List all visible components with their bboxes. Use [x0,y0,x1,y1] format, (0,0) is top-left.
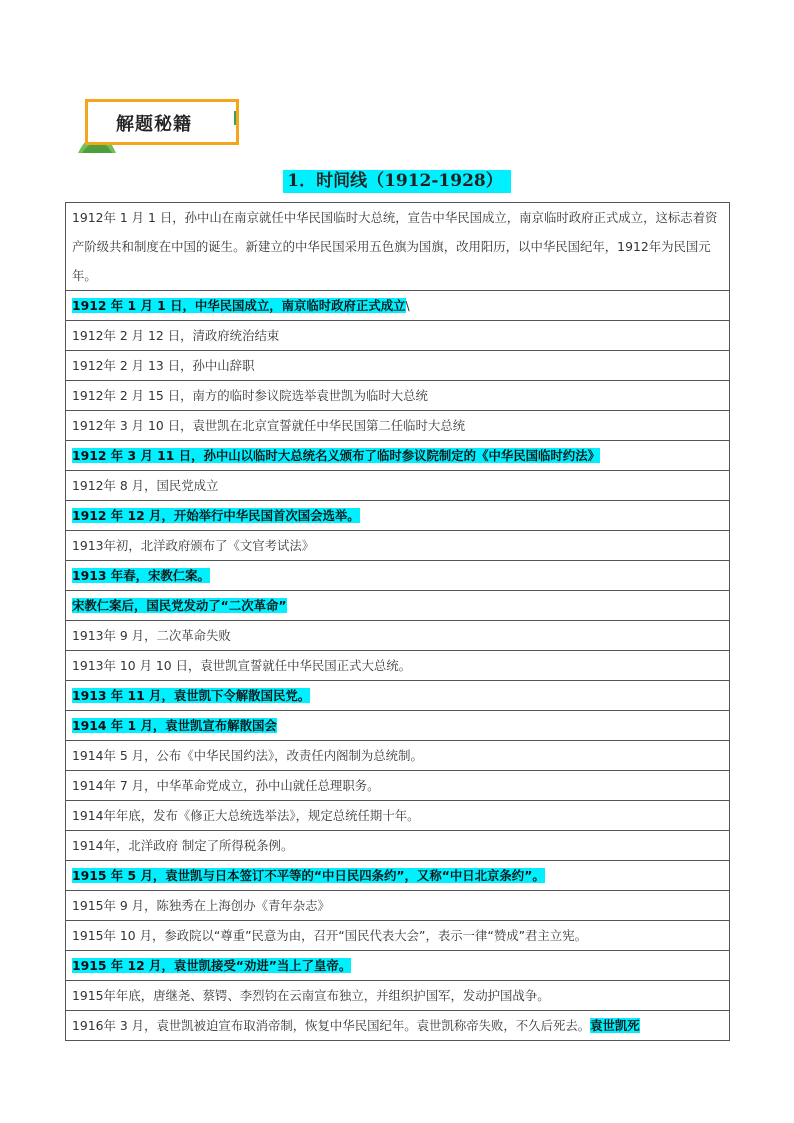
timeline-cell [66,651,730,681]
timeline-body [66,203,730,1041]
timeline-cell [66,711,730,741]
timeline-cell [66,621,730,651]
timeline-cell [66,321,730,351]
event-text: 1912年 1 月 1 日，孙中山在南京就任中华民国临时大总统，宣告中华民国成立，南京临时政府正式成立，这标志着资产阶级共和制度在中国的诞生。新建立的中华民国采用五色旗为国旗，改用阳历，以中华民国纪年，1912年为民国元年。 [72,210,718,283]
timeline-cell [66,741,730,771]
section-title: 1．时间线（1912-1928） [283,170,511,193]
event-text-highlighted: 1912 年 12 月，开始举行中华民国首次国会选举。 [72,508,360,523]
table-row [66,381,730,411]
table-row [66,471,730,501]
table-row [66,981,730,1011]
event-tail-highlighted: 袁世凯死 [590,1018,640,1033]
timeline-cell [66,951,730,981]
table-row [66,561,730,591]
timeline-cell [66,203,730,291]
event-text: 1915年 10 月，参政院以“尊重”民意为由，召开“国民代表大会”，表示一律“赞成”君主立宪。 [72,928,587,943]
event-text: 1913年 10 月 10 日，袁世凯宣誓就任中华民国正式大总统。 [72,658,412,673]
event-text: 1913年 9 月，二次革命失败 [72,628,231,643]
event-text: 1914年 5 月，公布《中华民国约法》，改责任内阁制为总统制。 [72,748,423,763]
table-row [66,531,730,561]
table-row [66,711,730,741]
table-row [66,951,730,981]
table-row [66,351,730,381]
timeline-cell [66,561,730,591]
table-row [66,621,730,651]
badge-title: 解题秘籍 [116,114,192,135]
timeline-cell [66,771,730,801]
timeline-cell [66,801,730,831]
event-text-highlighted: 1913 年春，宋教仁案。 [72,568,210,583]
event-text-highlighted: 宋教仁案后，国民党发动了“二次革命” [72,598,287,613]
event-text-highlighted: 1915 年 5 月，袁世凯与日本签订不平等的“中日民四条约”，又称“中日北京条约”。 [72,868,545,883]
event-text: 1912年 3 月 10 日，袁世凯在北京宣誓就任中华民国第二任临时大总统 [72,418,466,433]
table-row [66,1011,730,1041]
table-row [66,441,730,471]
timeline-cell [66,381,730,411]
timeline-cell [66,291,730,321]
timeline-table [65,202,730,1041]
timeline-cell [66,891,730,921]
timeline-cell [66,681,730,711]
event-text: 1915年年底，唐继尧、蔡锷、李烈钧在云南宣布独立，并组织护国军，发动护国战争。 [72,988,550,1003]
table-row [66,801,730,831]
event-text: 1912年 8 月，国民党成立 [72,478,219,493]
table-row [66,651,730,681]
timeline-cell [66,351,730,381]
event-text: 1914年，北洋政府 制定了所得税条例。 [72,838,294,853]
timeline-cell [66,531,730,561]
timeline-cell [66,831,730,861]
table-row [66,891,730,921]
timeline-cell [66,501,730,531]
event-text-highlighted: 1912 年 1 月 1 日，中华民国成立，南京临时政府正式成立 [72,298,406,313]
table-row [66,291,730,321]
event-text: 1914年年底，发布《修正大总统选举法》，规定总统任期十年。 [72,808,420,823]
event-text: 1912年 2 月 13 日，孙中山辞职 [72,358,255,373]
table-row [66,861,730,891]
event-text: 1915年 9 月，陈独秀在上海创办《青年杂志》 [72,898,330,913]
timeline-cell [66,1011,730,1041]
table-row [66,203,730,291]
event-text-highlighted: 1913 年 11 月，袁世凯下令解散国民党。 [72,688,311,703]
event-text-highlighted: 1914 年 1 月，袁世凯宣布解散国会 [72,718,277,733]
table-row [66,411,730,441]
event-text-highlighted: 1915 年 12 月，袁世凯接受“劝进”当上了皇帝。 [72,958,352,973]
table-row [66,501,730,531]
timeline-cell [66,921,730,951]
timeline-cell [66,411,730,441]
section-title-wrap [0,166,794,191]
table-row [66,591,730,621]
table-row [66,831,730,861]
table-row [66,321,730,351]
table-row [66,771,730,801]
table-row [66,741,730,771]
table-row [66,681,730,711]
table-row [66,921,730,951]
badge-accent [234,111,236,125]
event-text: 1913年初，北洋政府颁布了《文官考试法》 [72,538,315,553]
timeline-cell [66,441,730,471]
event-text: 1914年 7 月，中华革命党成立，孙中山就任总理职务。 [72,778,380,793]
event-text: 1912年 2 月 15 日，南方的临时参议院选举袁世凯为临时大总统 [72,388,428,403]
event-text: 1916年 3 月，袁世凯被迫宣布取消帝制，恢复中华民国纪年。袁世凯称帝失败，不久后死去。 [72,1018,591,1033]
section-badge [78,99,248,153]
timeline-cell [66,591,730,621]
event-tail: \ [405,298,410,313]
timeline-cell [66,861,730,891]
timeline-cell [66,471,730,501]
event-text: 1912年 2 月 12 日，清政府统治结束 [72,328,280,343]
event-text-highlighted: 1912 年 3 月 11 日，孙中山以临时大总统名义颁布了临时参议院制定的《中华民国临时约法》 [72,448,600,463]
timeline-cell [66,981,730,1011]
